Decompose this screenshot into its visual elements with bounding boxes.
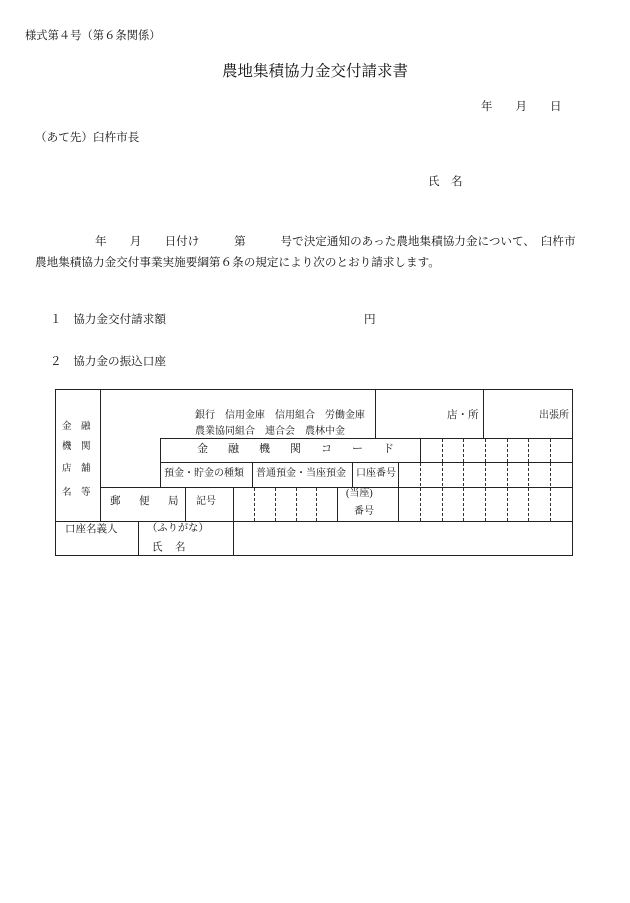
account-number-label: 口座番号 bbox=[356, 468, 396, 479]
institution-types-line-1: 銀行 信用金庫 信用組合 労働金庫 bbox=[195, 410, 365, 421]
institution-types-line-2: 農業協同組合 連合会 農林中金 bbox=[195, 426, 345, 437]
deposit-type-label: 預金・貯金の種類 bbox=[164, 468, 244, 479]
post-symbol-label: 記号 bbox=[196, 496, 216, 507]
institution-label-line-3: 店 舗 bbox=[62, 464, 91, 474]
body-text-line-2: 農地集積協力金交付事業実施要綱第６条の規定により次のとおり請求します。 bbox=[35, 256, 440, 269]
branch-label: 店・所 bbox=[447, 410, 479, 421]
deposit-type-options: 普通預金・当座預金 bbox=[256, 468, 346, 479]
document-title: 農地集積協力金交付請求書 bbox=[222, 63, 409, 80]
post-symbol-digit-dividers bbox=[255, 488, 317, 521]
account-holder-label: 口座名義人 bbox=[65, 524, 118, 535]
post-number-label-bottom: 番号 bbox=[354, 506, 374, 517]
addressee: （あて先）臼杵市長 bbox=[35, 131, 140, 144]
claim-amount-label: １ 協力金交付請求額 bbox=[50, 313, 166, 326]
post-office-label: 郵 便 局 bbox=[110, 496, 183, 507]
form-number: 様式第４号（第６条関係） bbox=[25, 30, 161, 42]
sub-branch-label: 出張所 bbox=[539, 410, 569, 421]
institution-label-line-4: 名 等 bbox=[62, 488, 91, 498]
institution-label-line-2: 機 関 bbox=[62, 442, 91, 452]
date-line: 年 月 日 bbox=[481, 101, 562, 113]
account-number-digit-dividers bbox=[421, 463, 551, 521]
bank-code-label: 金 融 機 関 コ ー ド bbox=[197, 443, 399, 455]
claim-amount-unit: 円 bbox=[364, 313, 376, 326]
transfer-account-label: ２ 協力金の振込口座 bbox=[50, 355, 166, 368]
institution-label-line-1: 金 融 bbox=[62, 422, 91, 432]
applicant-name-label: 氏 名 bbox=[428, 176, 463, 188]
furigana-label: （ふりがな） bbox=[147, 523, 209, 534]
body-text-line-1: 年 月 日付け 第 号で決定通知のあった農地集積協力金について、 臼杵市 bbox=[95, 235, 576, 248]
account-holder-name-label: 氏 名 bbox=[152, 542, 187, 553]
bank-code-digit-dividers bbox=[443, 439, 551, 462]
post-number-label-top: (当座) bbox=[346, 488, 373, 499]
